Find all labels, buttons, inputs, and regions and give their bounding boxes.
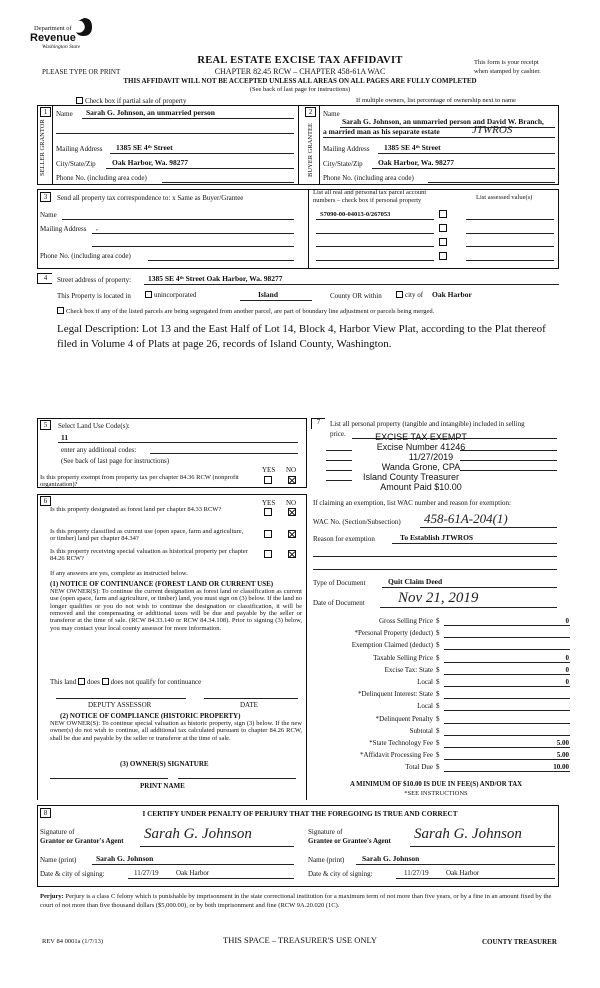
buyer-name-label: Name	[323, 110, 340, 118]
grantee-signature[interactable]: Sarah G. Johnson	[414, 826, 522, 842]
tax-row-label: *State Technology Fee	[369, 739, 433, 747]
tax-row-label: Exemption Claimed (deduct)	[351, 641, 433, 650]
compliance-text: NEW OWNER(S): To continue special valuation as historic property, sign (3) below. If the new owner(s) do not wish to continue, all additional tax calculated pursuant to chapter 84.26 RCW, shall be due and payable by the seller or transferor at the time of sale.	[50, 720, 302, 742]
segregated-label: Check box if any of the listed parcels are being segregated from another parcel, are part of boundary line adjustment or parcels being merged.	[66, 308, 435, 315]
tax-row-dollar: $	[436, 641, 440, 650]
form-title: REAL ESTATE EXCISE TAX AFFIDAVIT	[197, 55, 403, 66]
section-2-number: 2	[305, 107, 316, 117]
stamp-line: Excise Number 41246	[376, 442, 466, 452]
multiple-owners-note: If multiple owners, list percentage of ownership next to name	[356, 97, 516, 104]
tax-row-value[interactable]: 5.00	[556, 739, 569, 747]
continuance-text: NEW OWNER(S): To continue the current designation as forest land or classification as current use (open space, farm and agriculture, or timber) land, you must sign on (3) below. If the land no longer qualifies or you do not wish to continue the designation or classification, it will be removed and the compensating or additional taxes will be due and payable by the seller or transferor at the time of sale. (RCW 84.33.140 or RCW 84.34.108). Prior to signing (3) below, you may contact your local county assessor for more information.	[50, 588, 302, 632]
city-of-checkbox[interactable]	[396, 291, 403, 298]
please-print: PLEASE TYPE OR PRINT	[42, 68, 121, 76]
deputy-assessor-label: DEPUTY ASSESSOR	[88, 701, 152, 709]
tax-row-dollar: $	[436, 763, 440, 772]
legal-description: Legal Description: Lot 13 and the East Half of Lot 14, Block 4, Harbor View Plat, according to the Plat thereof filed in Volume 4 of Plats at page 26, records of Island County, Washington.	[57, 323, 546, 351]
certify-statement: I CERTIFY UNDER PENALTY OF PERJURY THAT THE FOREGOING IS TRUE AND CORRECT	[142, 810, 458, 818]
tax-row-dollar: $	[436, 653, 440, 662]
does-not-checkbox[interactable]	[102, 678, 109, 685]
continuance-title: (1) NOTICE OF CONTINUANCE (FOREST LAND OR CURRENT USE)	[50, 580, 274, 588]
tax-row-value[interactable]: 5.00	[556, 751, 569, 760]
seller-phone-label: Phone No. (including area code)	[56, 174, 147, 182]
grantor-signature[interactable]: Sarah G. Johnson	[144, 826, 252, 842]
document-date[interactable]: Nov 21, 2019	[398, 590, 479, 606]
tax-row-dollar: $	[436, 702, 440, 711]
buyer-jtwros-handwritten: JTWROS	[472, 124, 513, 136]
form-revision: REV 84 0001a (1/7/13)	[42, 938, 104, 945]
parcel-number[interactable]: S7090-00-04013-0/267053	[320, 211, 391, 218]
dept-line1: Department of	[34, 25, 72, 32]
exempt-no-checkbox[interactable]	[288, 476, 296, 484]
sec5-no-header: NO	[286, 466, 297, 474]
seller-side-label: SELLER GRANTOR	[39, 119, 46, 176]
dept-line3: Washington State	[42, 44, 81, 50]
reason-value[interactable]: To Establish JTWROS	[400, 533, 474, 542]
buyer-city[interactable]: Oak Harbor, Wa. 98277	[378, 158, 455, 167]
grantor-print-label: Name (print)	[40, 856, 77, 864]
section-7-number: 7	[316, 418, 321, 426]
street-address-label: Street address of property:	[57, 276, 132, 284]
does-not-label: does not qualify for continuance	[110, 678, 202, 686]
receipt-note-1: This form is your receipt	[474, 59, 539, 66]
section-4-number: 4	[43, 274, 48, 282]
tax-row-value[interactable]: 10.00	[553, 763, 569, 772]
grantor-city[interactable]: Oak Harbor	[176, 869, 210, 877]
unincorporated-checkbox[interactable]	[145, 291, 152, 298]
see-instructions-note: *SEE INSTRUCTIONS	[404, 790, 468, 797]
section-8-number: 8	[40, 808, 51, 818]
tax-row-dollar: $	[436, 739, 440, 747]
tax-row-value[interactable]: 0	[565, 678, 569, 686]
unincorporated-label: unincorporated	[154, 291, 197, 299]
land-use-code[interactable]: 11	[61, 433, 69, 442]
land-use-label: Select Land Use Code(s):	[58, 422, 130, 430]
sec5-yes-header: YES	[262, 466, 276, 474]
grantor-date[interactable]: 11/27/19	[134, 869, 159, 877]
tax-row-label: *Affidavit Processing Fee	[360, 751, 433, 760]
seller-city[interactable]: Oak Harbor, Wa. 98277	[112, 158, 189, 167]
print-name-label: PRINT NAME	[140, 782, 185, 790]
document-type-label: Type of Document	[313, 579, 366, 587]
located-label: This Property is located in	[57, 292, 131, 300]
assessor-date-label: DATE	[240, 701, 258, 709]
exempt-yes-checkbox[interactable]	[264, 476, 272, 484]
tax-row-dollar: $	[436, 678, 440, 686]
section-1-number: 1	[40, 107, 51, 117]
forest-yes-checkbox[interactable]	[264, 508, 272, 516]
buyer-phone-label: Phone No. (including area code)	[323, 174, 414, 182]
tax-row-dollar: $	[436, 665, 440, 674]
tax-row-label: Local	[417, 702, 433, 711]
parcel-1-personal-checkbox[interactable]	[439, 210, 447, 218]
tax-row-value[interactable]: 0	[565, 617, 569, 625]
tax-row-label: Taxable Selling Price	[373, 653, 433, 662]
grantor-sig-label-1: Signature of	[40, 828, 75, 836]
stamp-line: EXCISE TAX EXEMPT	[375, 432, 467, 442]
tax-row-dollar: $	[436, 690, 440, 699]
sec3-phone-label: Phone No. (including area code)	[40, 252, 131, 260]
receipt-note-2: when stamped by cashier.	[474, 68, 541, 75]
grantee-print-label: Name (print)	[308, 856, 345, 864]
land-qualify-row	[50, 678, 201, 686]
county-within-label: County OR within	[330, 292, 382, 300]
land-label: This land	[50, 678, 77, 686]
tax-row-label: Subtotal	[409, 726, 433, 735]
buyer-name-line1[interactable]: Sarah G. Johnson, an unmarried person and David W. Branch,	[342, 117, 544, 126]
buyer-name-line2[interactable]: a married man as his separate estate	[323, 127, 440, 136]
sec6-yes-header: YES	[262, 499, 276, 507]
tax-row-dollar: $	[436, 726, 440, 735]
dept-line2: Revenue	[30, 32, 76, 44]
sec3-name-label: Name	[40, 211, 57, 219]
owner-signature-label: (3) OWNER(S) SIGNATURE	[120, 760, 209, 768]
seller-mail[interactable]: 1385 SE 4ᵗʰ Street	[116, 143, 173, 152]
tax-row-dollar: $	[436, 751, 440, 760]
current-use-yes-checkbox[interactable]	[264, 530, 272, 538]
tax-row-dollar: $	[436, 714, 440, 723]
exempt-question: Is this property exempt from property tax per chapter 84.36 RCW (nonprofit organization)?	[40, 474, 239, 489]
grantee-sig-label-2: Grantee or Grantee's Agent	[308, 837, 391, 845]
city-value[interactable]: Oak Harbor	[432, 290, 472, 299]
parcel-3-personal-checkbox[interactable]	[439, 238, 447, 246]
section-3-number: 3	[40, 192, 51, 202]
parcel-2-personal-checkbox[interactable]	[439, 224, 447, 232]
tax-row-label: Excise Tax: State	[384, 665, 433, 674]
tax-row-label: *Delinquent Penalty	[375, 714, 433, 723]
revenue-logo	[28, 14, 98, 50]
sec3-mail-value[interactable]: ,	[96, 224, 98, 232]
segregated-checkbox[interactable]	[57, 307, 64, 314]
tax-row-label: Gross Selling Price	[378, 617, 433, 625]
segregated-row[interactable]	[57, 307, 434, 315]
buyer-mail[interactable]: 1385 SE 4ᵗʰ Street	[384, 143, 441, 152]
reason-label: Reason for exemption	[313, 535, 375, 543]
buyer-city-label: City/State/Zip	[323, 160, 363, 168]
parcel-list-label-1: List all real and personal tax parcel account	[313, 189, 427, 196]
tax-row-label: *Delinquent Interest: State	[357, 690, 433, 699]
seller-name[interactable]: Sarah G. Johnson, an unmarried person	[86, 108, 215, 117]
claim-exemption-label: If claiming an exemption, list WAC number and reason for exemption:	[313, 499, 511, 507]
tax-row-label: Local	[417, 678, 433, 686]
historic-no-checkbox[interactable]	[288, 550, 296, 558]
city-of-label: city of	[405, 291, 424, 299]
compliance-title: (2) NOTICE OF COMPLIANCE (HISTORIC PROPERTY)	[60, 712, 241, 720]
wac-label: WAC No. (Section/Subsection)	[313, 518, 401, 526]
parcel-4-personal-checkbox[interactable]	[439, 252, 447, 260]
partial-sale-checkbox[interactable]	[76, 97, 83, 104]
personal-property-label: List all personal property (tangible and intangible) included in selling	[330, 420, 525, 428]
tax-row-value[interactable]: 0	[565, 665, 569, 674]
instructions-line: (See back of last page for instructions)	[249, 86, 351, 93]
perjury-statement	[40, 893, 560, 911]
tax-row-label: Total Due	[405, 763, 433, 772]
stamp-line: Island County Treasurer	[362, 472, 460, 482]
document-type[interactable]: Quit Claim Deed	[388, 577, 443, 586]
historic-question: Is this property receiving special valuation as historical property per chapter 84.26 RCW?	[50, 548, 248, 563]
grantor-date-label: Date & city of signing:	[40, 870, 105, 878]
correspondence-label: Send all property tax correspondence to: x Same as Buyer/Grantee	[57, 194, 244, 202]
section-5-number: 5	[40, 420, 51, 430]
tax-row-value[interactable]: 0	[565, 653, 569, 662]
tax-row-dollar: $	[436, 629, 440, 638]
sec6-no-header: NO	[286, 499, 297, 507]
current-use-no-checkbox[interactable]	[288, 530, 296, 538]
partial-sale-label: Check box if partial sale of property	[85, 97, 187, 105]
city-of-row[interactable]	[396, 291, 423, 299]
grantor-sig-label-2: Grantor or Grantor's Agent	[40, 837, 124, 845]
unincorporated-row[interactable]	[145, 291, 196, 299]
tax-row-label: *Personal Property (deduct)	[354, 629, 433, 638]
buyer-side-label: BUYER GRANTEE	[307, 123, 314, 177]
section-6-number: 6	[40, 496, 51, 506]
minimum-due-note: A MINIMUM OF $10.00 IS DUE IN FEE(S) AND/OR TAX	[349, 781, 523, 788]
current-use-question: Is this property classified as current use (open space, farm and agriculture, or timber) land per chapter 84.34?	[50, 528, 244, 543]
seller-city-label: City/State/Zip	[56, 160, 96, 168]
additional-codes-label: enter any additional codes:	[61, 446, 137, 454]
notice-line: THIS AFFIDAVIT WILL NOT BE ACCEPTED UNLESS ALL AREAS ON ALL PAGES ARE FULLY COMPLETED	[123, 77, 477, 85]
treasurer-space-label: THIS SPACE – TREASURER'S USE ONLY	[223, 935, 377, 945]
assessed-value-label: List assessed value(s)	[476, 194, 533, 201]
stamp-line: Amount Paid $10.00	[380, 482, 462, 492]
forest-no-checkbox[interactable]	[288, 508, 296, 516]
county-value[interactable]: Island	[258, 290, 279, 299]
seller-mail-label: Mailing Address	[56, 145, 103, 153]
perjury-title: Perjury:	[40, 893, 64, 900]
buyer-mail-label: Mailing Address	[323, 145, 370, 153]
personal-property-price: price.	[330, 430, 346, 438]
county-treasurer-label: COUNTY TREASURER	[482, 938, 557, 946]
form-chapter: CHAPTER 82.45 RCW – CHAPTER 458-61A WAC	[214, 67, 386, 76]
partial-sale-row[interactable]	[76, 97, 186, 105]
wac-value[interactable]: 458-61A-204(1)	[424, 511, 508, 526]
grantee-city[interactable]: Oak Harbor	[446, 869, 480, 877]
tax-row-dollar: $	[436, 617, 440, 625]
grantor-print-name[interactable]: Sarah G. Johnson	[96, 854, 154, 863]
perjury-text: Perjury is a class C felony which is punishable by imprisonment in the state correctional institution for a maximum term of not more than five years, or by a fine in an amount fixed by the court of not more than five thousand dollars ($5,000.00), or by both imprisonment and fine (RCW 9A.20.020 (1C).	[40, 893, 552, 909]
grantee-date-label: Date & city of signing:	[308, 870, 373, 878]
if-yes-note: If any answers are yes, complete as instructed below.	[50, 570, 188, 577]
stamp-line: 11/27/2019	[408, 452, 454, 462]
does-label: does	[87, 678, 100, 686]
sec3-mail-label: Mailing Address	[40, 225, 87, 233]
forest-land-question: Is this property designated as forest land per chapter 84.33 RCW?	[50, 506, 222, 513]
grantee-print-name[interactable]: Sarah G. Johnson	[362, 854, 420, 863]
land-use-see-back: (See back of last page for instructions)	[61, 457, 170, 465]
grantee-date[interactable]: 11/27/19	[404, 869, 429, 877]
parcel-list-label-2: numbers – check box if personal property	[313, 197, 422, 204]
grantee-sig-label-1: Signature of	[308, 828, 343, 836]
stamp-line: Wanda Grone, CPA	[381, 462, 461, 472]
document-date-label: Date of Document	[313, 599, 365, 607]
historic-yes-checkbox[interactable]	[264, 550, 272, 558]
street-address[interactable]: 1385 SE 4ᵗʰ Street Oak Harbor, Wa. 98277	[148, 274, 283, 283]
does-checkbox[interactable]	[78, 678, 85, 685]
seller-name-label: Name	[56, 110, 73, 118]
